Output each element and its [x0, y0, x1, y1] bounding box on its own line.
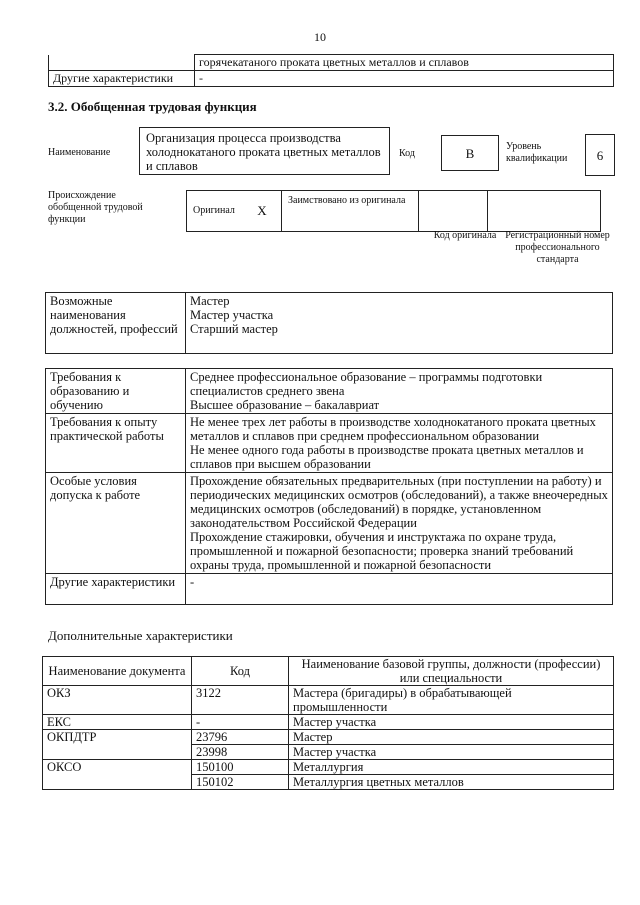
row-name: Мастера (бригадиры) в обрабатывающей промышленности: [289, 686, 614, 715]
header-name: Наименование базовой группы, должности (профессии) или специальности: [289, 657, 614, 686]
level-value-box: 6: [585, 134, 615, 176]
additional-table: [42, 656, 614, 790]
other-label: Другие характеристики: [46, 574, 186, 605]
special-conditions-label: Особые условия допуска к работе: [46, 473, 186, 574]
row-code: 23796: [192, 730, 289, 745]
experience-value: [186, 414, 613, 473]
table-row: [43, 730, 614, 745]
reg-number-cell: [488, 191, 601, 232]
name-label: Наименование: [48, 147, 111, 158]
row-name: Металлургия цветных металлов: [289, 775, 614, 790]
requirement-line: Не менее трех лет работы в производстве холоднокатаного проката цветных металлов и сплавов при среднем профессиональном образовании: [190, 415, 596, 443]
section-heading: 3.2. Обобщенная трудовая функция: [48, 99, 257, 114]
special-conditions-value: [186, 473, 613, 574]
top-table-continued-text: горячекатаного проката цветных металлов и сплавов: [195, 55, 614, 71]
table-row: [43, 715, 614, 730]
header-code: Код: [192, 657, 289, 686]
top-table-empty-cell: [49, 55, 195, 71]
experience-label: Требования к опыту практической работы: [46, 414, 186, 473]
other-value: -: [186, 574, 613, 605]
table-row: [43, 686, 614, 715]
row-code: 150100: [192, 760, 289, 775]
row-name: Мастер: [289, 730, 614, 745]
row-doc: ОКСО: [43, 760, 192, 790]
row-name: Мастер участка: [289, 715, 614, 730]
code-label: Код: [399, 148, 415, 159]
requirement-line: Прохождение обязательных предварительных (при поступлении на работу) и периодических медицинских осмотров (обследований), а также внеочередных медицинских осмотров (обследований) в порядке, установленном законодательством Российской Федерации: [190, 474, 608, 530]
code-value-box: В: [441, 135, 499, 171]
reg-number-label: Регистрационный номер профессионального стандарта: [505, 230, 610, 265]
row-name: Мастер участка: [289, 745, 614, 760]
level-label: Уровень квалификации: [506, 141, 568, 164]
requirement-line: Не менее одного года работы в производстве проката цветных металлов и сплавов при высшем образовании: [190, 443, 584, 471]
function-name-box: Организация процесса производства холоднокатаного проката цветных металлов и сплавов: [139, 127, 390, 175]
positions-table: [45, 292, 613, 354]
code-original-label: Код оригинала: [433, 230, 497, 241]
page-number: 10: [314, 30, 326, 44]
other-characteristics-label: Другие характеристики: [49, 71, 195, 87]
education-label: Требования к образованию и обучению: [46, 369, 186, 414]
education-value: [186, 369, 613, 414]
row-code: 3122: [192, 686, 289, 715]
row-code: -: [192, 715, 289, 730]
row-code: 23998: [192, 745, 289, 760]
row-name: Металлургия: [289, 760, 614, 775]
requirement-line: Прохождение стажировки, обучения и инструктажа по охране труда, промышленной и пожарной безопасности; проверка знаний требований охраны труда, промышленной и пожарной безопасности: [190, 530, 574, 572]
origin-label: Происхождение обобщенной трудовой функции: [48, 190, 143, 225]
position-item: Мастер участка: [190, 308, 274, 322]
code-original-cell: [419, 191, 488, 232]
table-row: [43, 760, 614, 775]
requirement-line: Среднее профессиональное образование – программы подготовки специалистов среднего звена: [190, 370, 543, 398]
row-doc: ЕКС: [43, 715, 192, 730]
requirement-line: Высшее образование – бакалавриат: [190, 398, 380, 412]
top-table: [48, 54, 614, 87]
row-code: 150102: [192, 775, 289, 790]
position-item: Старший мастер: [190, 322, 278, 336]
positions-label: Возможные наименования должностей, профессий: [46, 293, 186, 354]
original-label: Оригинал: [187, 191, 244, 232]
position-item: Мастер: [190, 294, 230, 308]
origin-table: [186, 190, 601, 232]
original-mark: X: [243, 191, 282, 232]
additional-title: Дополнительные характеристики: [48, 628, 233, 643]
other-characteristics-value: -: [195, 71, 614, 87]
requirements-table: [45, 368, 613, 605]
header-document: Наименование документа: [43, 657, 192, 686]
row-doc: ОКЗ: [43, 686, 192, 715]
row-doc: ОКПДТР: [43, 730, 192, 760]
borrowed-label: Заимствовано из оригинала: [282, 191, 419, 232]
positions-values: [186, 293, 613, 354]
